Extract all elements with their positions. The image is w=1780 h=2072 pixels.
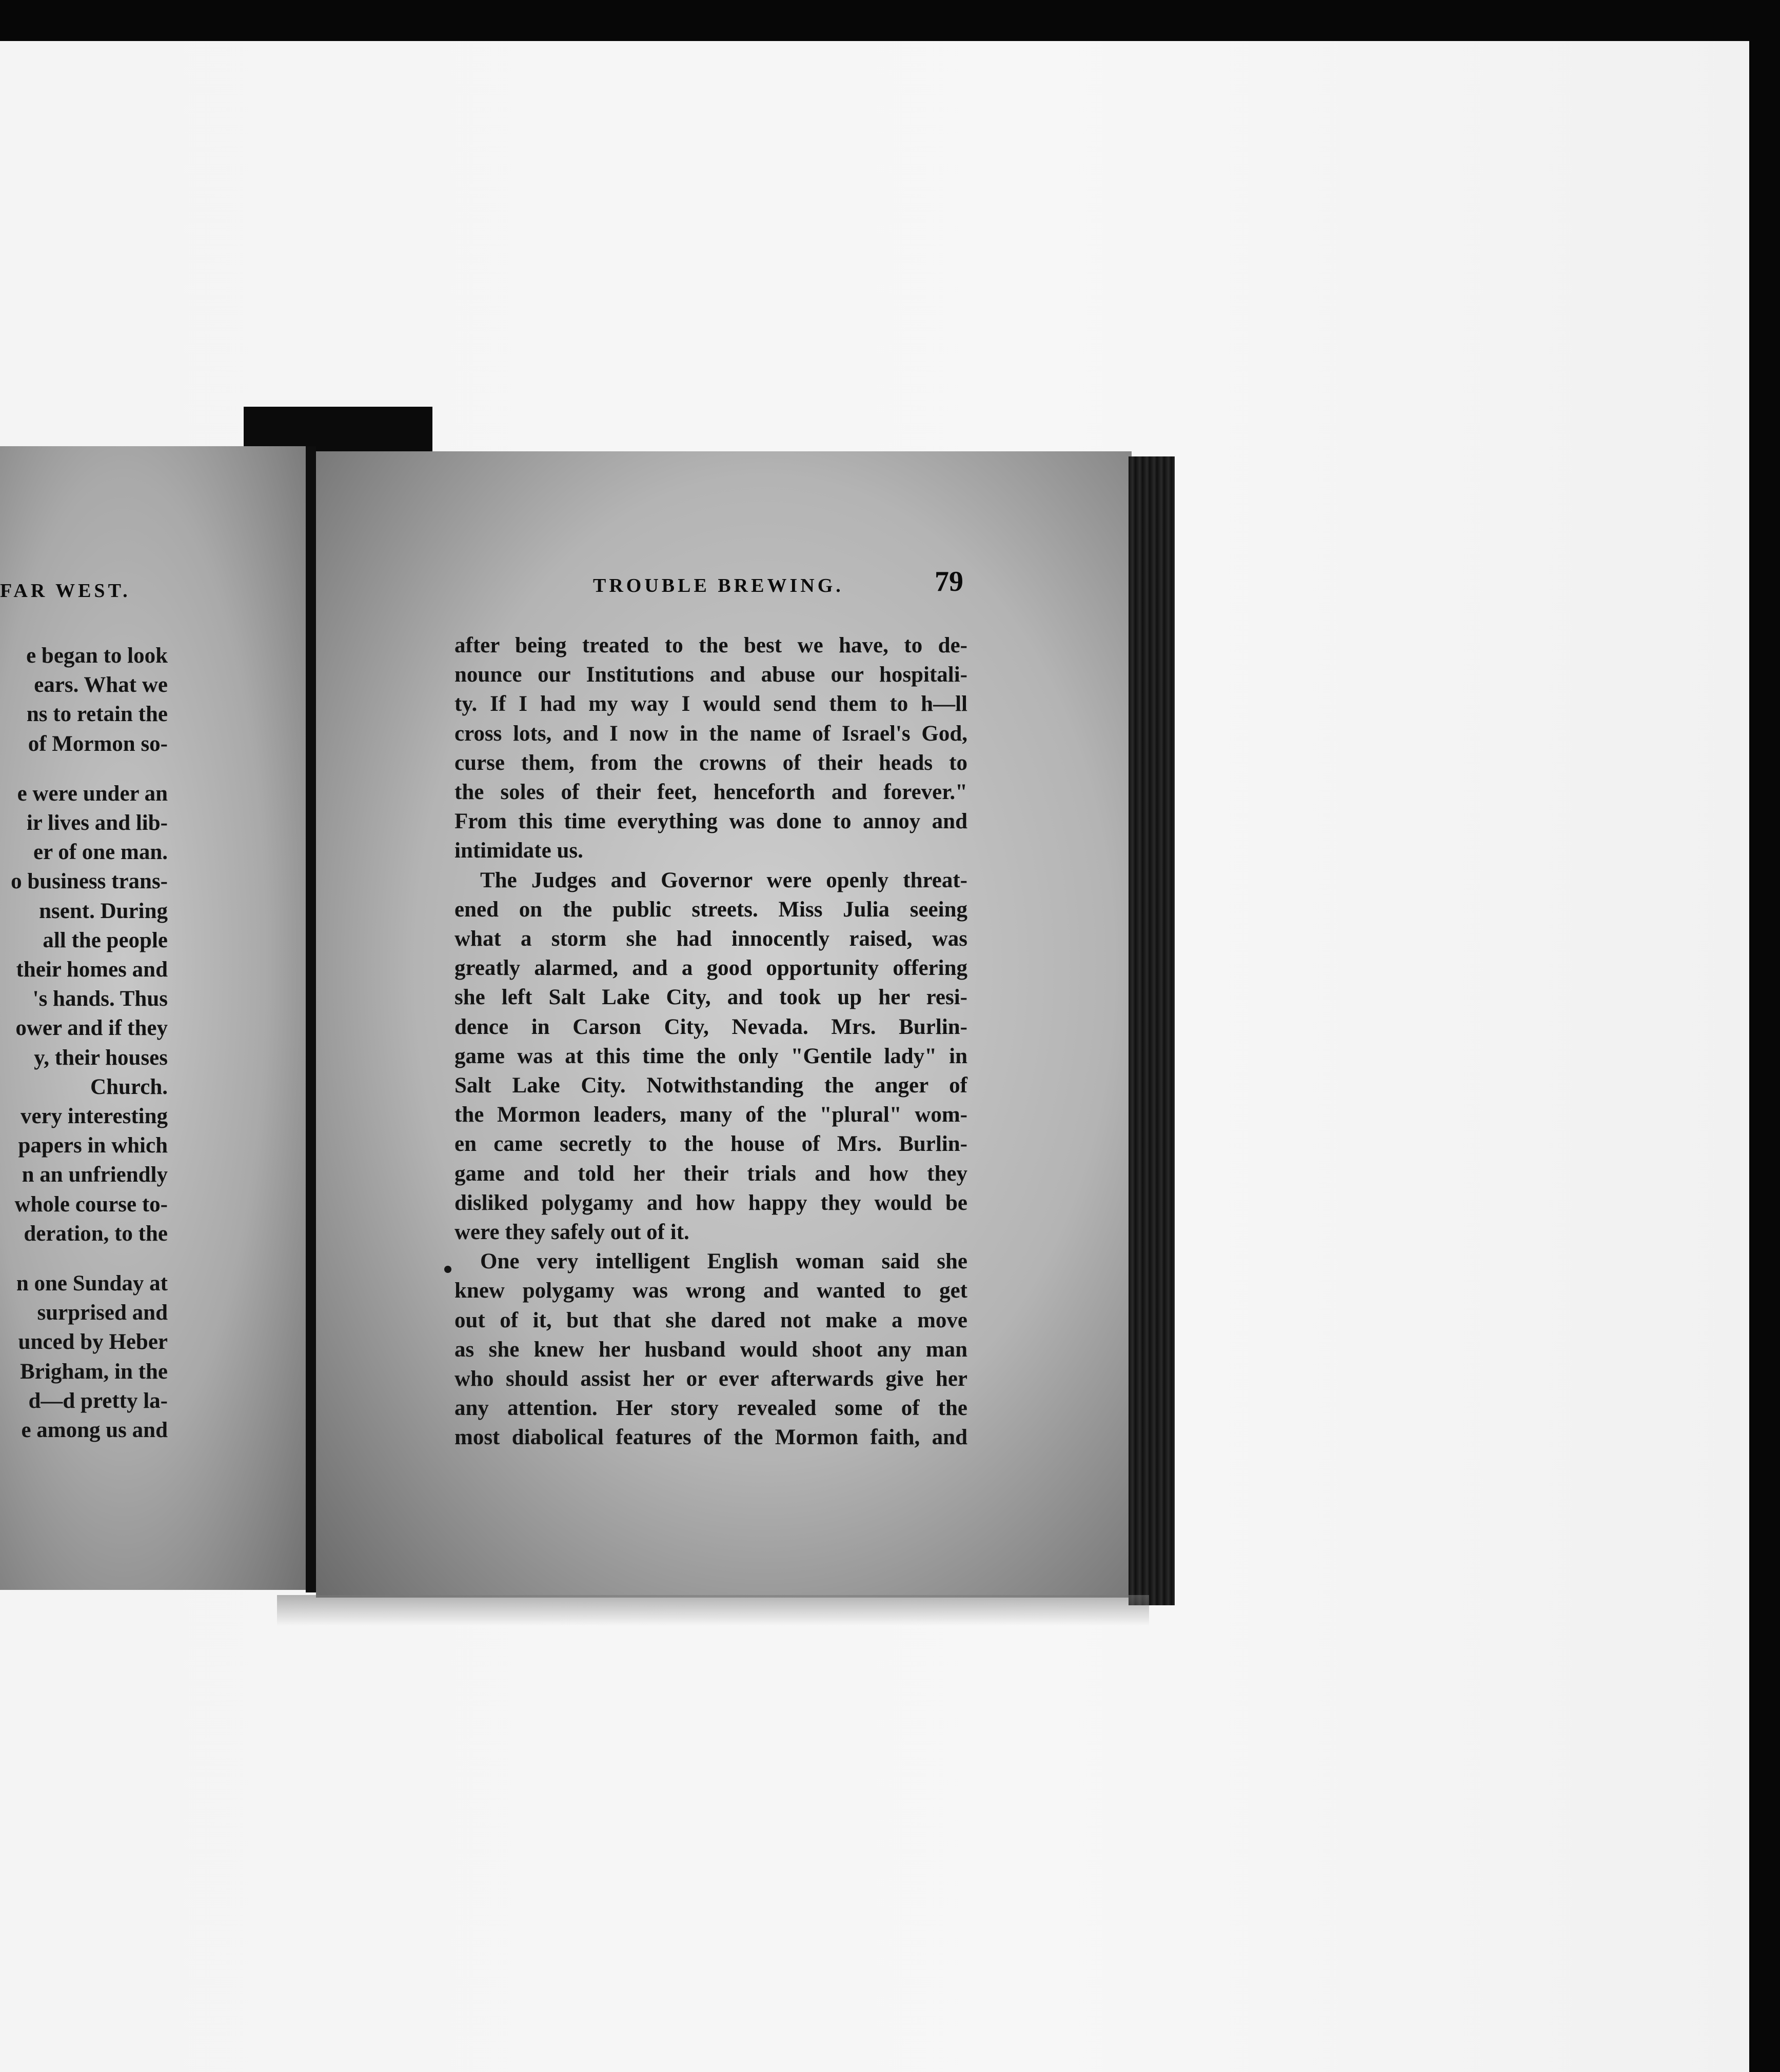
left-text-line: Brigham, in the	[20, 1359, 168, 1384]
left-text-line: their homes and	[16, 958, 168, 982]
left-text-line: Church.	[90, 1074, 168, 1099]
left-text-line: of Mormon so-	[28, 731, 168, 756]
left-text-line: y, their houses	[34, 1045, 168, 1070]
right-page	[316, 451, 1132, 1598]
right-text-line: The Judges and Governor were openly threat-	[480, 868, 967, 892]
right-text-line: she left Salt Lake City, and took up her resi-	[454, 985, 967, 1010]
left-text-line: er of one man.	[33, 840, 168, 865]
right-text-line: greatly alarmed, and a good opportunity offering	[454, 956, 967, 981]
right-text-line: disliked polygamy and how happy they would be	[454, 1190, 967, 1215]
left-text-line: surprised and	[37, 1301, 168, 1325]
right-text-line: as she knew her husband would shoot any man	[454, 1337, 967, 1362]
left-text-line: ower and if they	[15, 1016, 168, 1041]
right-text-line: the soles of their feet, henceforth and forever."	[454, 780, 967, 805]
right-text-line: From this time everything was done to annoy and	[454, 809, 967, 834]
paragraph-gap	[0, 1248, 168, 1269]
right-text-line: nounce our Institutions and abuse our hospitali-	[454, 663, 967, 687]
right-running-head: TROUBLE BREWING.	[593, 575, 844, 596]
right-text-line: most diabolical features of the Mormon faith, and	[454, 1425, 967, 1450]
left-page-text	[0, 641, 168, 1445]
right-text-line: any attention. Her story revealed some of the	[454, 1396, 967, 1421]
book-spine	[306, 446, 316, 1592]
right-text-line: ty. If I had my way I would send them to h—ll	[454, 692, 967, 716]
left-text-line: all the people	[43, 928, 168, 952]
right-text-line: game and told her their trials and how they	[454, 1161, 967, 1186]
right-text-line: who should assist her or ever afterwards give her	[454, 1367, 967, 1391]
right-text-line: cross lots, and I now in the name of Israel's God,	[454, 721, 967, 746]
left-text-line: nsent. During	[39, 899, 168, 923]
right-text-line: knew polygamy was wrong and wanted to get	[454, 1279, 967, 1303]
right-text-line: One very intelligent English woman said she	[480, 1249, 967, 1274]
right-text-line: en came secretly to the house of Mrs. Burlin-	[454, 1132, 967, 1157]
paragraph-gap	[0, 759, 168, 779]
left-text-line: unced by Heber	[18, 1330, 168, 1354]
right-text-line: were they safely out of it.	[454, 1220, 689, 1245]
left-text-line: deration, to the	[24, 1221, 168, 1246]
left-text-line: ns to retain the	[26, 702, 168, 727]
right-text-line: game was at this time the only "Gentile lady" in	[454, 1044, 967, 1068]
right-text-line: after being treated to the best we have, to de-	[454, 633, 967, 658]
right-text-line: the Mormon leaders, many of the "plural" wom-	[454, 1103, 967, 1127]
left-page	[0, 446, 309, 1590]
left-text-line: very interesting	[21, 1104, 168, 1129]
right-text-line: dence in Carson City, Nevada. Mrs. Burlin-	[454, 1014, 967, 1039]
left-text-line: d—d pretty la-	[28, 1388, 168, 1413]
ink-speck	[444, 1266, 451, 1273]
left-text-line: ir lives and lib-	[26, 811, 168, 835]
left-text-line: papers in which	[18, 1133, 168, 1158]
page-number: 79	[935, 566, 963, 597]
right-text-line: Salt Lake City. Notwithstanding the anger of	[454, 1073, 967, 1098]
left-text-line: ears. What we	[34, 673, 168, 698]
right-text-line: what a storm she had innocently raised, was	[454, 927, 967, 951]
left-text-line: e among us and	[21, 1418, 168, 1443]
left-text-line: e were under an	[17, 781, 168, 806]
right-text-line: out of it, but that she dared not make a move	[454, 1308, 967, 1332]
left-text-line: o business trans-	[11, 869, 168, 894]
left-text-line: whole course to-	[14, 1192, 168, 1217]
right-text-line: ened on the public streets. Miss Julia seeing	[454, 897, 967, 922]
right-page-text	[454, 631, 967, 1452]
left-running-head: FAR WEST.	[0, 580, 131, 602]
book-shadow	[277, 1595, 1149, 1626]
left-text-line: e began to look	[26, 644, 168, 668]
right-text-line: intimidate us.	[454, 839, 583, 863]
right-text-line: curse them, from the crowns of their heads to	[454, 750, 967, 775]
page-block-edge	[1129, 456, 1175, 1605]
left-text-line: 's hands. Thus	[32, 987, 168, 1011]
left-text-line: n one Sunday at	[16, 1271, 168, 1296]
left-text-line: n an unfriendly	[22, 1163, 168, 1187]
